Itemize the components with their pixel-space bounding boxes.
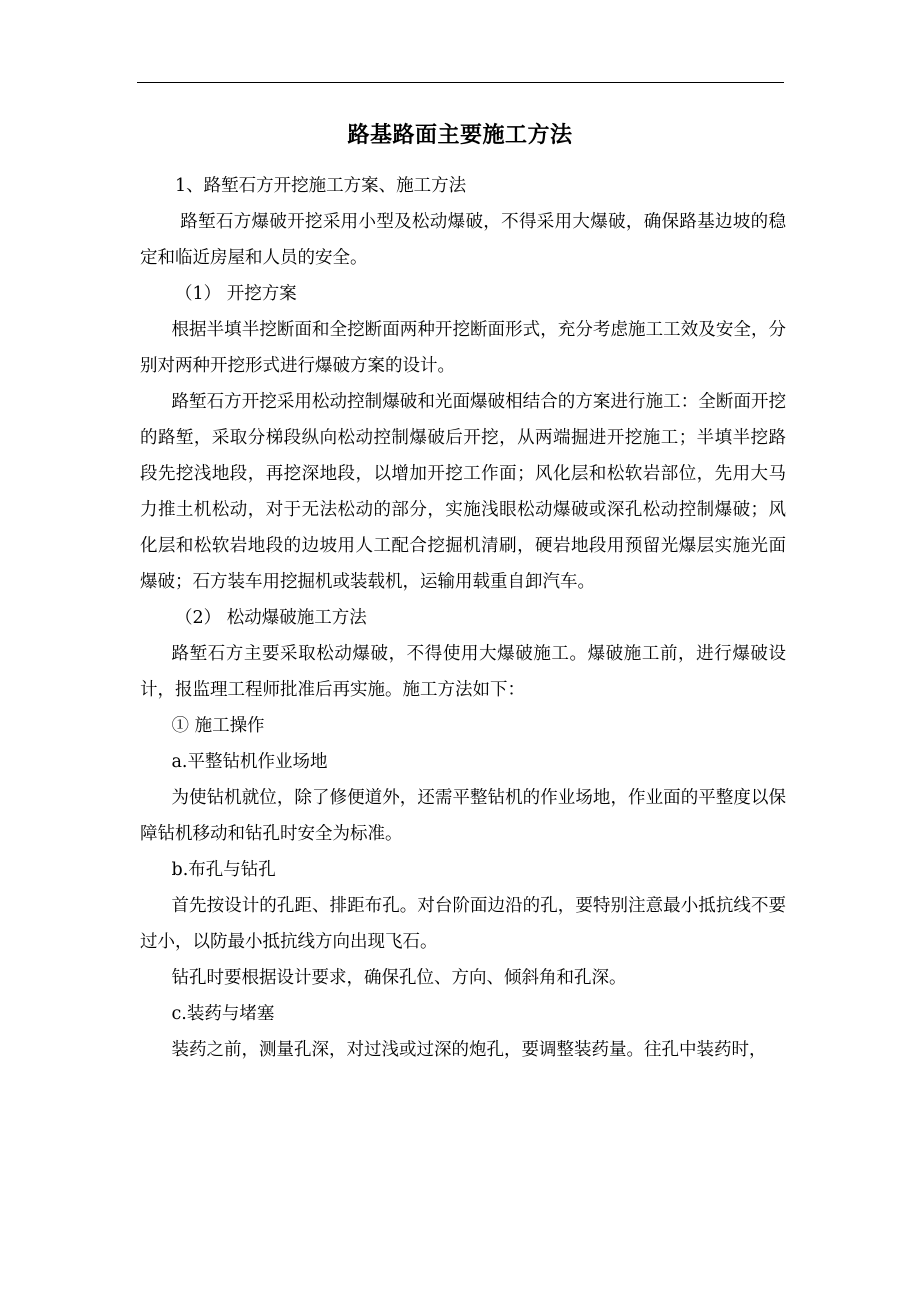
- item-heading: b.布孔与钻孔: [171, 860, 276, 880]
- paragraph: 首先按设计的孔距、排距布孔。对台阶面边沿的孔，要特别注意最小抵抗线不要过小，以防最小抵抗线方向出现飞石。: [140, 896, 786, 952]
- paragraph: 根据半填半挖断面和全挖断面两种开挖断面形式，充分考虑施工工效及安全，分别对两种开挖形式进行爆破方案的设计。: [140, 320, 786, 376]
- paragraph: 为使钻机就位，除了修便道外，还需平整钻机的作业场地，作业面的平整度以保障钻机移动和钻孔时安全为标准。: [140, 788, 786, 844]
- item-heading: a.平整钻机作业场地: [171, 752, 328, 772]
- subsection-heading: （1） 开挖方案: [175, 284, 297, 304]
- paragraph: 钻孔时要根据设计要求，确保孔位、方向、倾斜角和孔深。: [171, 968, 627, 988]
- paragraph: 路堑石方主要采取松动爆破，不得使用大爆破施工。爆破施工前，进行爆破设计，报监理工程师批准后再实施。施工方法如下：: [140, 644, 786, 700]
- item-heading: c.装药与堵塞: [171, 1004, 275, 1024]
- paragraph: 路堑石方开挖采用松动控制爆破和光面爆破相结合的方案进行施工：全断面开挖的路堑，采取分梯段纵向松动控制爆破后开挖，从两端掘进开挖施工；半填半挖路段先挖浅地段，再挖深地段，以增加开挖工作面；风化层和松软岩部位，先用大马力推土机松动，对于无法松动的部分，实施浅眼松动爆破或深孔松动控制爆破；风化层和松软岩地段的边坡用人工配合挖掘机清刷，硬岩地段用预留光爆层实施光面爆破；石方装车用挖掘机或装载机，运输用载重自卸汽车。: [140, 392, 786, 592]
- document-title: 路基路面主要施工方法: [347, 122, 573, 148]
- document-body: [140, 168, 786, 1068]
- step-heading: ① 施工操作: [171, 716, 265, 736]
- subsection-heading: （2） 松动爆破施工方法: [175, 608, 367, 628]
- section-heading: 1、路堑石方开挖施工方案、施工方法: [175, 176, 467, 196]
- paragraph: 路堑石方爆破开挖采用小型及松动爆破，不得采用大爆破，确保路基边坡的稳定和临近房屋和人员的安全。: [140, 212, 786, 268]
- header-rule: [137, 82, 784, 83]
- paragraph: 装药之前，测量孔深，对过浅或过深的炮孔，要调整装药量。往孔中装药时，: [171, 1040, 767, 1060]
